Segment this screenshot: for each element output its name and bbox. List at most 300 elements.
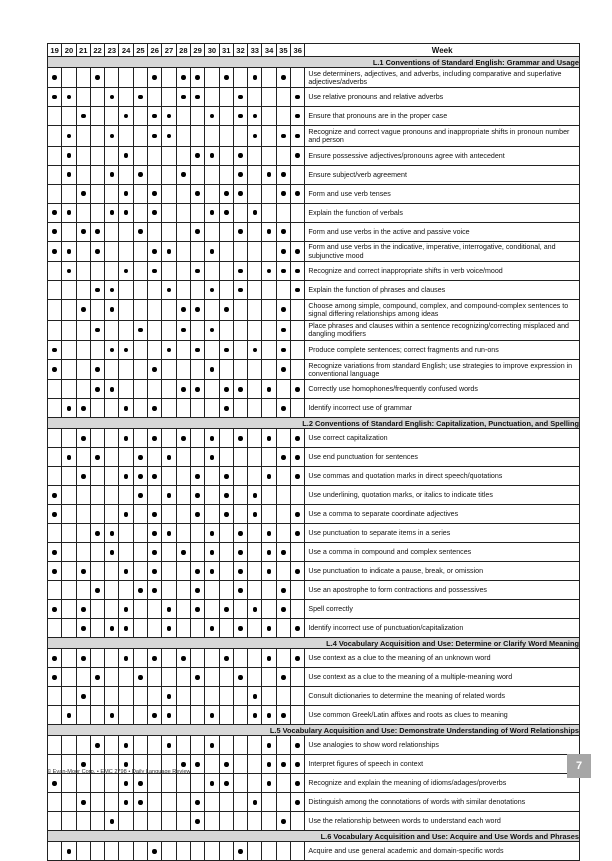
practice-dot-icon bbox=[295, 269, 300, 274]
week-number-header: 19 bbox=[48, 44, 62, 57]
week-cell bbox=[119, 146, 133, 165]
practice-dot-icon bbox=[267, 781, 272, 786]
skill-description: Use context as a clue to the meaning of an unknown word bbox=[305, 649, 580, 668]
week-cell bbox=[148, 562, 162, 581]
week-cell bbox=[291, 486, 305, 505]
practice-dot-icon bbox=[195, 569, 200, 574]
week-cell bbox=[133, 146, 147, 165]
week-cell bbox=[76, 360, 90, 380]
practice-dot-icon bbox=[81, 436, 86, 441]
week-cell bbox=[133, 241, 147, 261]
week-cell bbox=[62, 126, 76, 146]
week-cell bbox=[248, 341, 262, 360]
week-cell bbox=[176, 649, 190, 668]
week-cell bbox=[276, 146, 290, 165]
skill-row bbox=[48, 281, 580, 300]
week-cell bbox=[148, 88, 162, 107]
week-cell bbox=[248, 126, 262, 146]
week-cell bbox=[76, 399, 90, 418]
week-cell bbox=[76, 341, 90, 360]
week-cell bbox=[291, 222, 305, 241]
practice-dot-icon bbox=[295, 191, 300, 196]
week-cell bbox=[48, 448, 62, 467]
week-cell bbox=[62, 429, 76, 448]
skill-row bbox=[48, 107, 580, 126]
week-cell bbox=[276, 774, 290, 793]
skill-description: Recognize and correct vague pronouns and inappropriate shifts in pronoun number and person bbox=[305, 126, 580, 146]
week-cell bbox=[291, 146, 305, 165]
week-cell bbox=[90, 543, 104, 562]
week-cell bbox=[190, 241, 204, 261]
practice-dot-icon bbox=[167, 288, 172, 293]
skill-row bbox=[48, 562, 580, 581]
week-cell bbox=[105, 380, 119, 399]
week-cell bbox=[148, 262, 162, 281]
practice-dot-icon bbox=[81, 626, 86, 631]
week-cell bbox=[105, 812, 119, 831]
week-cell bbox=[62, 619, 76, 638]
week-cell bbox=[262, 399, 276, 418]
practice-dot-icon bbox=[281, 675, 286, 680]
practice-dot-icon bbox=[267, 269, 272, 274]
week-cell bbox=[291, 241, 305, 261]
week-cell bbox=[148, 341, 162, 360]
week-number-header: 20 bbox=[62, 44, 76, 57]
week-cell bbox=[48, 68, 62, 88]
week-cell bbox=[105, 736, 119, 755]
week-cell bbox=[76, 448, 90, 467]
practice-dot-icon bbox=[52, 781, 57, 786]
week-cell bbox=[148, 524, 162, 543]
week-cell bbox=[62, 399, 76, 418]
week-cell bbox=[62, 300, 76, 320]
practice-dot-icon bbox=[267, 229, 272, 234]
practice-dot-icon bbox=[152, 531, 157, 536]
practice-dot-icon bbox=[253, 75, 258, 80]
skill-row bbox=[48, 486, 580, 505]
week-cell bbox=[76, 505, 90, 524]
week-cell bbox=[205, 107, 219, 126]
skill-description: Acquire and use general academic and domain-specific words bbox=[305, 842, 580, 861]
week-cell bbox=[205, 649, 219, 668]
practice-dot-icon bbox=[110, 531, 115, 536]
week-cell bbox=[76, 281, 90, 300]
week-cell bbox=[62, 543, 76, 562]
week-cell bbox=[219, 755, 233, 774]
week-cell bbox=[276, 399, 290, 418]
week-cell bbox=[248, 360, 262, 380]
practice-dot-icon bbox=[195, 493, 200, 498]
week-cell bbox=[76, 380, 90, 399]
week-cell bbox=[248, 467, 262, 486]
practice-dot-icon bbox=[238, 95, 243, 100]
practice-dot-icon bbox=[95, 743, 100, 748]
practice-dot-icon bbox=[124, 607, 129, 612]
week-cell bbox=[176, 126, 190, 146]
week-cell bbox=[276, 543, 290, 562]
week-cell bbox=[276, 88, 290, 107]
week-cell bbox=[248, 107, 262, 126]
week-cell bbox=[276, 524, 290, 543]
week-cell bbox=[190, 467, 204, 486]
practice-dot-icon bbox=[224, 762, 229, 767]
skill-row bbox=[48, 448, 580, 467]
practice-dot-icon bbox=[281, 269, 286, 274]
week-cell bbox=[48, 706, 62, 725]
skill-row bbox=[48, 505, 580, 524]
practice-dot-icon bbox=[210, 153, 215, 158]
section-title: L.4 Vocabulary Acquisition and Use: Determine or Clarify Word Meaning bbox=[48, 638, 580, 649]
week-cell bbox=[62, 184, 76, 203]
practice-dot-icon bbox=[267, 713, 272, 718]
practice-dot-icon bbox=[124, 269, 129, 274]
practice-dot-icon bbox=[295, 95, 300, 100]
week-cell bbox=[233, 619, 247, 638]
practice-dot-icon bbox=[152, 512, 157, 517]
week-cell bbox=[105, 68, 119, 88]
week-cell bbox=[119, 736, 133, 755]
week-cell bbox=[119, 581, 133, 600]
practice-dot-icon bbox=[67, 406, 72, 411]
week-cell bbox=[162, 107, 176, 126]
practice-dot-icon bbox=[124, 191, 129, 196]
week-cell bbox=[105, 126, 119, 146]
week-cell bbox=[219, 380, 233, 399]
skill-description: Explain the function of phrases and clauses bbox=[305, 281, 580, 300]
practice-dot-icon bbox=[253, 348, 258, 353]
practice-dot-icon bbox=[181, 387, 186, 392]
week-cell bbox=[119, 399, 133, 418]
practice-dot-icon bbox=[138, 455, 143, 460]
practice-dot-icon bbox=[81, 114, 86, 119]
practice-dot-icon bbox=[224, 512, 229, 517]
week-cell bbox=[233, 581, 247, 600]
week-cell bbox=[62, 341, 76, 360]
practice-dot-icon bbox=[138, 229, 143, 234]
week-cell bbox=[291, 706, 305, 725]
week-cell bbox=[62, 203, 76, 222]
week-skill-table bbox=[47, 43, 580, 861]
practice-dot-icon bbox=[110, 819, 115, 824]
practice-dot-icon bbox=[181, 328, 186, 333]
practice-dot-icon bbox=[95, 367, 100, 372]
week-cell bbox=[205, 281, 219, 300]
week-cell bbox=[162, 320, 176, 340]
practice-dot-icon bbox=[138, 675, 143, 680]
practice-dot-icon bbox=[238, 269, 243, 274]
week-cell bbox=[62, 812, 76, 831]
week-cell bbox=[219, 126, 233, 146]
week-cell bbox=[248, 562, 262, 581]
week-cell bbox=[291, 380, 305, 399]
week-cell bbox=[90, 668, 104, 687]
practice-dot-icon bbox=[110, 288, 115, 293]
practice-dot-icon bbox=[195, 675, 200, 680]
week-cell bbox=[148, 505, 162, 524]
skill-row bbox=[48, 341, 580, 360]
practice-dot-icon bbox=[124, 800, 129, 805]
practice-dot-icon bbox=[152, 569, 157, 574]
week-cell bbox=[90, 736, 104, 755]
practice-dot-icon bbox=[124, 474, 129, 479]
week-cell bbox=[162, 842, 176, 861]
week-cell bbox=[233, 486, 247, 505]
practice-dot-icon bbox=[210, 328, 215, 333]
week-cell bbox=[262, 68, 276, 88]
practice-dot-icon bbox=[138, 474, 143, 479]
practice-dot-icon bbox=[295, 569, 300, 574]
week-cell bbox=[105, 262, 119, 281]
skill-row bbox=[48, 706, 580, 725]
practice-dot-icon bbox=[181, 762, 186, 767]
week-cell bbox=[233, 774, 247, 793]
week-cell bbox=[262, 222, 276, 241]
skill-description: Identify incorrect use of punctuation/capitalization bbox=[305, 619, 580, 638]
week-cell bbox=[291, 649, 305, 668]
week-cell bbox=[248, 320, 262, 340]
week-cell bbox=[62, 222, 76, 241]
week-cell bbox=[76, 320, 90, 340]
practice-dot-icon bbox=[295, 743, 300, 748]
week-cell bbox=[48, 793, 62, 812]
practice-dot-icon bbox=[52, 95, 57, 100]
week-cell bbox=[162, 793, 176, 812]
week-cell bbox=[276, 562, 290, 581]
practice-dot-icon bbox=[124, 436, 129, 441]
week-cell bbox=[262, 755, 276, 774]
week-cell bbox=[233, 320, 247, 340]
week-cell bbox=[291, 581, 305, 600]
week-column-title: Week bbox=[305, 44, 580, 57]
week-cell bbox=[262, 600, 276, 619]
week-cell bbox=[119, 467, 133, 486]
skill-description: Use punctuation to indicate a pause, break, or omission bbox=[305, 562, 580, 581]
practice-dot-icon bbox=[167, 493, 172, 498]
week-cell bbox=[62, 241, 76, 261]
week-cell bbox=[119, 429, 133, 448]
week-cell bbox=[190, 126, 204, 146]
week-cell bbox=[233, 107, 247, 126]
week-cell bbox=[248, 842, 262, 861]
practice-dot-icon bbox=[52, 348, 57, 353]
week-cell bbox=[190, 524, 204, 543]
practice-dot-icon bbox=[152, 406, 157, 411]
practice-dot-icon bbox=[253, 134, 258, 139]
week-cell bbox=[233, 793, 247, 812]
week-cell bbox=[48, 486, 62, 505]
week-cell bbox=[105, 341, 119, 360]
practice-dot-icon bbox=[295, 656, 300, 661]
week-cell bbox=[162, 262, 176, 281]
week-cell bbox=[76, 241, 90, 261]
practice-dot-icon bbox=[238, 588, 243, 593]
practice-dot-icon bbox=[224, 387, 229, 392]
skill-description: Place phrases and clauses within a sentence recognizing/correcting misplaced and dangling modifiers bbox=[305, 320, 580, 340]
practice-dot-icon bbox=[124, 153, 129, 158]
practice-dot-icon bbox=[253, 512, 258, 517]
week-cell bbox=[76, 543, 90, 562]
week-cell bbox=[162, 619, 176, 638]
week-cell bbox=[248, 581, 262, 600]
week-cell bbox=[133, 706, 147, 725]
week-cell bbox=[90, 619, 104, 638]
week-cell bbox=[105, 320, 119, 340]
week-cell bbox=[205, 126, 219, 146]
week-cell bbox=[205, 341, 219, 360]
practice-dot-icon bbox=[210, 436, 215, 441]
week-cell bbox=[233, 842, 247, 861]
skill-description: Explain the function of verbals bbox=[305, 203, 580, 222]
week-cell bbox=[148, 68, 162, 88]
week-cell bbox=[48, 203, 62, 222]
week-cell bbox=[90, 241, 104, 261]
week-cell bbox=[176, 68, 190, 88]
standard-section-header bbox=[48, 57, 580, 68]
week-cell bbox=[233, 687, 247, 706]
week-cell bbox=[76, 300, 90, 320]
week-cell bbox=[105, 649, 119, 668]
skill-row bbox=[48, 774, 580, 793]
week-cell bbox=[133, 736, 147, 755]
practice-dot-icon bbox=[195, 588, 200, 593]
week-cell bbox=[276, 619, 290, 638]
practice-dot-icon bbox=[224, 607, 229, 612]
week-cell bbox=[148, 668, 162, 687]
week-cell bbox=[162, 486, 176, 505]
section-title: L.6 Vocabulary Acquisition and Use: Acquire and Use Words and Phrases bbox=[48, 831, 580, 842]
week-cell bbox=[205, 448, 219, 467]
week-cell bbox=[90, 107, 104, 126]
week-cell bbox=[76, 687, 90, 706]
week-cell bbox=[148, 222, 162, 241]
week-cell bbox=[248, 88, 262, 107]
week-cell bbox=[90, 812, 104, 831]
week-cell bbox=[276, 793, 290, 812]
week-cell bbox=[276, 505, 290, 524]
week-cell bbox=[162, 600, 176, 619]
week-cell bbox=[148, 429, 162, 448]
week-cell bbox=[233, 812, 247, 831]
week-number-header: 27 bbox=[162, 44, 176, 57]
week-cell bbox=[148, 448, 162, 467]
practice-dot-icon bbox=[52, 675, 57, 680]
week-cell bbox=[190, 320, 204, 340]
week-cell bbox=[262, 649, 276, 668]
week-cell bbox=[291, 281, 305, 300]
week-cell bbox=[291, 467, 305, 486]
practice-dot-icon bbox=[52, 607, 57, 612]
practice-dot-icon bbox=[81, 800, 86, 805]
week-cell bbox=[76, 812, 90, 831]
week-cell bbox=[76, 581, 90, 600]
week-cell bbox=[262, 668, 276, 687]
week-cell bbox=[291, 68, 305, 88]
week-cell bbox=[133, 812, 147, 831]
practice-dot-icon bbox=[253, 493, 258, 498]
week-cell bbox=[119, 812, 133, 831]
practice-dot-icon bbox=[181, 307, 186, 312]
week-cell bbox=[248, 668, 262, 687]
week-cell bbox=[291, 88, 305, 107]
week-cell bbox=[62, 842, 76, 861]
week-cell bbox=[248, 793, 262, 812]
week-cell bbox=[262, 486, 276, 505]
skill-description: Use the relationship between words to understand each word bbox=[305, 812, 580, 831]
week-cell bbox=[133, 649, 147, 668]
week-cell bbox=[276, 165, 290, 184]
week-cell bbox=[90, 203, 104, 222]
week-cell bbox=[205, 360, 219, 380]
week-cell bbox=[119, 600, 133, 619]
week-cell bbox=[190, 649, 204, 668]
week-cell bbox=[105, 619, 119, 638]
week-cell bbox=[219, 486, 233, 505]
week-cell bbox=[262, 812, 276, 831]
practice-dot-icon bbox=[238, 191, 243, 196]
week-cell bbox=[219, 281, 233, 300]
practice-dot-icon bbox=[138, 781, 143, 786]
practice-dot-icon bbox=[224, 348, 229, 353]
practice-dot-icon bbox=[152, 191, 157, 196]
practice-dot-icon bbox=[295, 288, 300, 293]
week-cell bbox=[233, 281, 247, 300]
week-cell bbox=[105, 600, 119, 619]
skill-row bbox=[48, 380, 580, 399]
practice-dot-icon bbox=[238, 153, 243, 158]
week-cell bbox=[219, 300, 233, 320]
week-cell bbox=[162, 341, 176, 360]
week-cell bbox=[162, 184, 176, 203]
practice-dot-icon bbox=[295, 153, 300, 158]
practice-dot-icon bbox=[152, 436, 157, 441]
week-cell bbox=[62, 165, 76, 184]
week-cell bbox=[190, 360, 204, 380]
week-cell bbox=[48, 619, 62, 638]
practice-dot-icon bbox=[81, 656, 86, 661]
practice-dot-icon bbox=[253, 713, 258, 718]
week-cell bbox=[105, 687, 119, 706]
week-cell bbox=[90, 842, 104, 861]
week-cell bbox=[48, 88, 62, 107]
week-cell bbox=[176, 146, 190, 165]
practice-dot-icon bbox=[181, 436, 186, 441]
practice-dot-icon bbox=[267, 762, 272, 767]
skill-description: Use end punctuation for sentences bbox=[305, 448, 580, 467]
practice-dot-icon bbox=[281, 455, 286, 460]
week-cell bbox=[133, 562, 147, 581]
week-cell bbox=[48, 281, 62, 300]
week-cell bbox=[90, 524, 104, 543]
week-cell bbox=[205, 429, 219, 448]
practice-dot-icon bbox=[295, 387, 300, 392]
week-cell bbox=[176, 300, 190, 320]
week-cell bbox=[119, 543, 133, 562]
practice-dot-icon bbox=[238, 387, 243, 392]
week-cell bbox=[233, 524, 247, 543]
practice-dot-icon bbox=[210, 114, 215, 119]
skill-description: Spell correctly bbox=[305, 600, 580, 619]
practice-dot-icon bbox=[81, 474, 86, 479]
week-cell bbox=[105, 448, 119, 467]
practice-dot-icon bbox=[152, 114, 157, 119]
practice-dot-icon bbox=[210, 713, 215, 718]
week-cell bbox=[276, 107, 290, 126]
week-cell bbox=[62, 687, 76, 706]
week-cell bbox=[262, 300, 276, 320]
practice-dot-icon bbox=[138, 328, 143, 333]
week-cell bbox=[133, 262, 147, 281]
practice-dot-icon bbox=[52, 210, 57, 215]
